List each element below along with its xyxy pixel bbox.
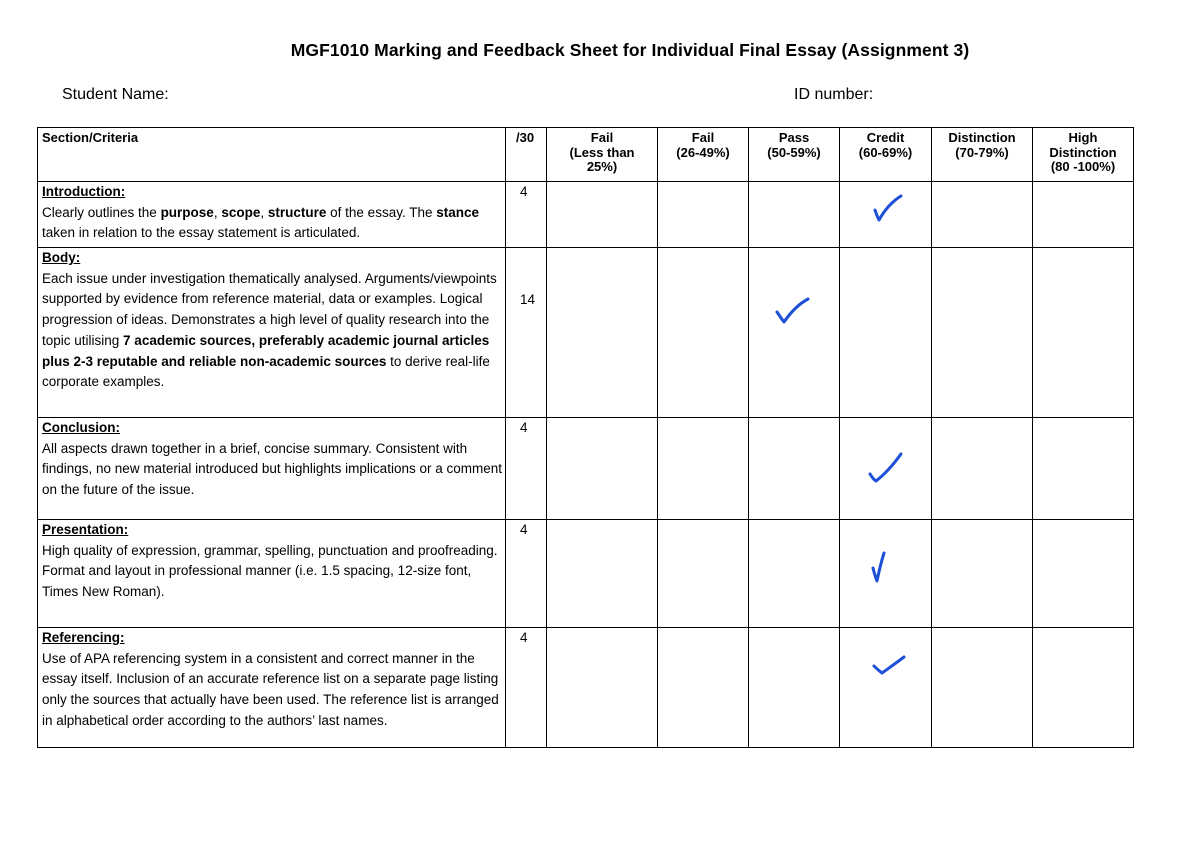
desc-text: , [213, 204, 222, 220]
grade-cell [658, 182, 749, 248]
desc-text: taken in relation to the essay statement is articulated. [42, 225, 361, 241]
desc-bold: stance [436, 204, 480, 220]
grade-cell [932, 628, 1033, 748]
grade-cell [547, 248, 658, 418]
grade-cell [749, 418, 840, 520]
grade-cell [749, 182, 840, 248]
desc-text: to derive real-life corporate examples. [42, 353, 490, 390]
checkmark-icon [866, 550, 904, 584]
grade-cell [547, 628, 658, 748]
grade-cell [932, 418, 1033, 520]
grade-cell [547, 418, 658, 520]
desc-bold: structure [267, 204, 327, 220]
criteria-header: Section/Criteria [38, 128, 506, 182]
grade-header-line: (80 -100%) [1050, 159, 1116, 174]
grade-cell [932, 182, 1033, 248]
score-cell: 4 [506, 418, 547, 520]
marking-rubric-table [37, 127, 1134, 748]
grade-cell-credit [840, 418, 932, 520]
criteria-description: All aspects drawn together in a brief, concise summary. Consistent with findings, no new material introduced but highlights implications or a comment on the future of the issue. [42, 440, 502, 498]
grade-cell [658, 520, 749, 628]
desc-bold: 7 academic sources, preferably academic journal articles plus 2-3 reputable and reliable non-academic sources [42, 332, 490, 369]
criteria-cell [38, 520, 506, 628]
table-row [38, 520, 1134, 628]
grade-header-distinction [932, 128, 1033, 182]
grade-cell [1033, 520, 1134, 628]
criteria-description [42, 269, 505, 393]
grade-cell [658, 418, 749, 520]
criteria-cell [38, 182, 506, 248]
desc-bold: purpose [160, 204, 214, 220]
grade-cell [658, 628, 749, 748]
grade-cell [658, 248, 749, 418]
checkmark-icon [866, 452, 904, 484]
section-title: Body: [42, 250, 81, 265]
table-row [38, 628, 1134, 748]
grade-header-line: (60-69%) [858, 144, 913, 160]
section-title: Conclusion: [42, 420, 120, 435]
grade-header-high-distinction [1033, 128, 1134, 182]
grade-header-line: Credit [866, 130, 905, 145]
score-cell: 4 [506, 182, 547, 248]
desc-bold: scope [221, 204, 261, 220]
grade-header-line: (50-59%) [767, 144, 821, 160]
grade-cell [749, 520, 840, 628]
grade-header-line: Distinction [948, 130, 1016, 145]
grade-header-credit [840, 128, 932, 182]
grade-cell [547, 520, 658, 628]
header-row [38, 128, 1134, 182]
checkmark-icon [868, 192, 906, 224]
grade-cell [1033, 182, 1134, 248]
grade-header-line: (Less than [569, 144, 635, 160]
id-number-label: ID number: [794, 86, 874, 103]
section-title: Introduction: [42, 184, 126, 199]
grade-header-fail [658, 128, 749, 182]
grade-header-line: (70-79%) [955, 144, 1009, 160]
student-name-label: Student Name: [62, 86, 169, 103]
grade-cell [840, 248, 932, 418]
grade-header-fail-low [547, 128, 658, 182]
criteria-description: Use of APA referencing system in a consistent and correct manner in the essay itself. Inclusion of an accurate reference list on a separate page listing only the sources that actually have been used. The reference list is arranged in alphabetical order according to the authors’ last names. [42, 650, 499, 728]
grade-cell [1033, 628, 1134, 748]
section-title: Referencing: [42, 630, 125, 645]
criteria-description [42, 203, 505, 244]
checkmark-icon [870, 652, 908, 684]
desc-text: Each issue under investigation thematically analysed. Arguments/viewpoints supported by evidence from reference material, data or examples. Logical progression of ideas. Demonstrates a high level of quality research into the topic utilising [42, 270, 497, 348]
grade-header-line: Fail [590, 130, 614, 145]
criteria-cell [38, 248, 506, 418]
grade-cell [1033, 418, 1134, 520]
grade-cell-credit [840, 628, 932, 748]
score-header: /30 [506, 128, 547, 182]
criteria-description: High quality of expression, grammar, spelling, punctuation and proofreading. Format and layout in professional manner (i.e. 1.5 spacing, 12-size font, Times New Roman). [42, 542, 498, 600]
document-title: MGF1010 Marking and Feedback Sheet for Individual Final Essay (Assignment 3) [290, 40, 970, 60]
grade-cell [547, 182, 658, 248]
desc-text: of the essay. The [326, 204, 437, 220]
grade-header-line: High [1068, 130, 1098, 145]
grade-cell [932, 248, 1033, 418]
grade-header-line: Fail [691, 130, 715, 145]
criteria-cell [38, 418, 506, 520]
criteria-cell [38, 628, 506, 748]
grade-cell [749, 628, 840, 748]
grade-cell [1033, 248, 1134, 418]
desc-text: Clearly outlines the [42, 204, 161, 220]
score-cell: 14 [506, 248, 547, 418]
grade-header-line: 25%) [586, 159, 618, 174]
checkmark-icon [773, 296, 811, 328]
score-cell: 4 [506, 520, 547, 628]
grade-cell-pass [749, 248, 840, 418]
section-title: Presentation: [42, 522, 129, 537]
grade-header-line: Pass [778, 130, 810, 145]
table-row [38, 248, 1134, 418]
table-row [38, 418, 1134, 520]
grade-header-line: Distinction [1049, 144, 1117, 160]
grade-header-pass [749, 128, 840, 182]
grade-cell-credit [840, 520, 932, 628]
grade-cell [932, 520, 1033, 628]
grade-cell-credit [840, 182, 932, 248]
score-cell: 4 [506, 628, 547, 748]
desc-text: , [260, 204, 268, 220]
grade-header-line: (26-49%) [676, 144, 730, 160]
table-row [38, 182, 1134, 248]
